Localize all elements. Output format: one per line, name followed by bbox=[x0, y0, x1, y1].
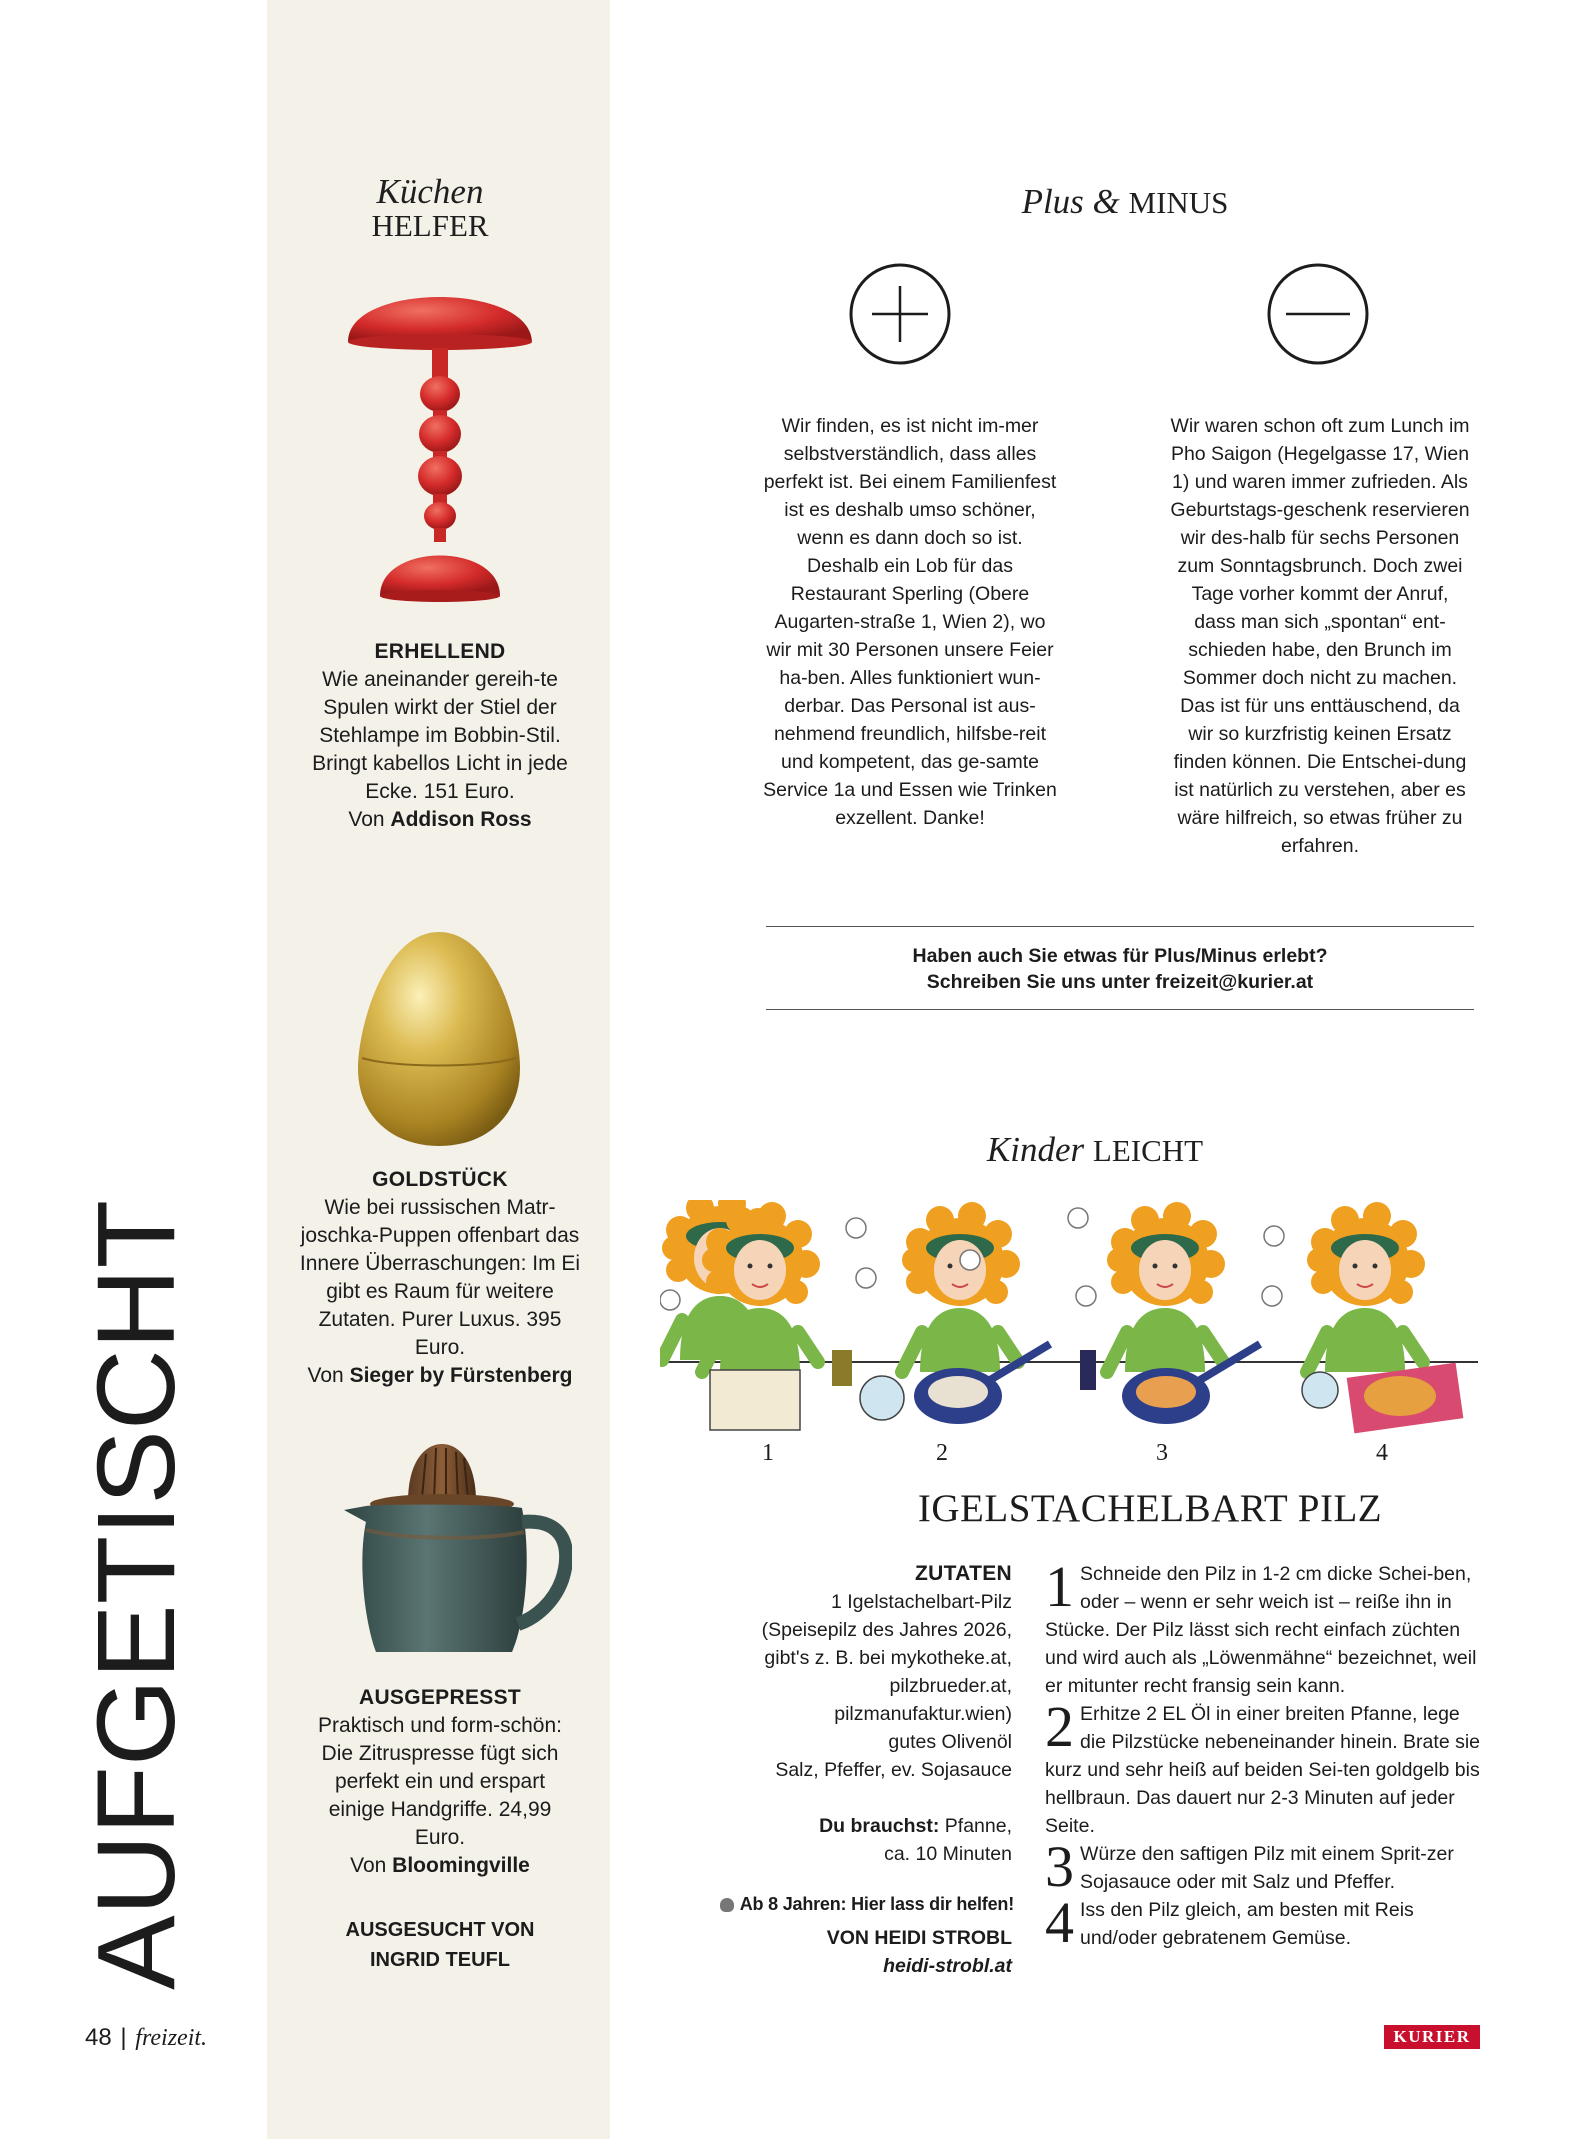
product-description: Wie bei russischen Matr-joschka-Puppen offenbart das Innere Überraschungen: Im Ei gibt es Raum für weitere Zutaten. Purer Luxus. 395 Euro. bbox=[299, 1196, 581, 1359]
ingredient-line: gibt's z. B. bei mykotheke.at, bbox=[764, 1647, 1012, 1669]
duration-line: ca. 10 Minuten bbox=[884, 1843, 1012, 1865]
product-ausgepresst bbox=[285, 1684, 595, 1880]
product-label: ERHELLEND bbox=[374, 640, 506, 663]
brand-name: Addison Ross bbox=[390, 808, 532, 831]
author-site: heidi-strobl.at bbox=[883, 1955, 1012, 1977]
heading-caps: LEICHT bbox=[1092, 1133, 1204, 1168]
recipe-title: IGELSTACHELBART PILZ bbox=[917, 1487, 1383, 1530]
step-3 bbox=[1045, 1834, 1480, 1899]
steps-column bbox=[1045, 1554, 1481, 1955]
minus-circle-icon bbox=[1266, 262, 1370, 366]
heading-script: Plus & bbox=[1021, 182, 1120, 221]
step-1 bbox=[1045, 1554, 1480, 1700]
panel-number-2: 2 bbox=[936, 1440, 948, 1466]
kuechen-helfer-heading bbox=[330, 174, 530, 242]
footer-separator: | bbox=[120, 2024, 127, 2051]
brand-name: Sieger by Fürstenberg bbox=[349, 1364, 573, 1387]
step-number: 2 bbox=[1045, 1694, 1074, 1759]
credit bbox=[285, 1915, 595, 1975]
age-note-text: Ab 8 Jahren: Hier lass dir helfen! bbox=[739, 1894, 1014, 1914]
divider-bottom bbox=[766, 1009, 1474, 1010]
cta-line-1: Haben auch Sie etwas für Plus/Minus erlebt? bbox=[912, 945, 1328, 967]
citrus-press-jug-icon bbox=[326, 1440, 572, 1662]
vertical-section-title bbox=[70, 1180, 190, 2000]
panel-number-4: 4 bbox=[1376, 1440, 1388, 1466]
source-prefix: Von bbox=[307, 1364, 350, 1387]
ingredient-line: 1 Igelstachelbart-Pilz bbox=[830, 1591, 1012, 1613]
brand-name: Bloomingville bbox=[392, 1854, 530, 1877]
publication-name: freizeit. bbox=[135, 2025, 208, 2051]
hand-icon bbox=[720, 1898, 734, 1912]
product-goldstueck bbox=[285, 1166, 595, 1390]
golden-egg-icon bbox=[354, 928, 524, 1150]
product-label: GOLDSTÜCK bbox=[372, 1168, 508, 1191]
heading-caps: HELFER bbox=[371, 208, 489, 243]
recipe-illustration bbox=[660, 1200, 1480, 1500]
page-number: 48 bbox=[85, 2024, 112, 2051]
heading-caps: MINUS bbox=[1128, 185, 1229, 220]
product-source bbox=[285, 806, 595, 834]
credit-line-1: AUSGESUCHT VON bbox=[345, 1919, 535, 1941]
ingredients-heading: ZUTATEN bbox=[915, 1562, 1012, 1585]
source-prefix: Von bbox=[350, 1854, 393, 1877]
plus-circle-icon bbox=[848, 262, 952, 366]
plus-minus-heading bbox=[900, 182, 1350, 222]
equipment-label: Du brauchst: bbox=[819, 1815, 940, 1837]
product-source bbox=[285, 1362, 595, 1390]
product-erhellend bbox=[285, 638, 595, 834]
minus-text: Wir waren schon oft zum Lunch im Pho Saigon (Hegelgasse 17, Wien 1) und waren immer zufrieden. Als Geburtstags-geschenk reservieren wir des-halb für sechs Personen zum Sonntagsbrunch. Doch zwei Tage vorher kommt der Anruf, dass man sich „spontan“ ent-schieden habe, den Brunch im Sommer doch nicht zu machen. Das ist für uns enttäuschend, da wir so kurzfristig keinen Ersatz finden können. Die Entschei-dung ist natürlich zu verstehen, aber es wäre hilfreich, so etwas früher zu erfahren. bbox=[1170, 415, 1470, 857]
cta-line-2: Schreiben Sie uns unter freizeit@kurier.at bbox=[926, 971, 1314, 993]
heading-script: Küchen bbox=[376, 172, 484, 211]
page-footer bbox=[85, 2024, 207, 2052]
product-source bbox=[285, 1852, 595, 1880]
credit-line-2: INGRID TEUFL bbox=[370, 1949, 510, 1971]
step-number: 3 bbox=[1045, 1834, 1074, 1899]
product-description: Wie aneinander gereih-te Spulen wirkt der Stiel der Stehlampe im Bobbin-Stil. Bringt kabellos Licht in jede Ecke. 151 Euro. bbox=[312, 668, 568, 803]
product-label: AUSGEPRESST bbox=[359, 1686, 521, 1709]
panel-number-1: 1 bbox=[762, 1440, 774, 1466]
vertical-title-text: AUFGETISCHT bbox=[75, 1213, 190, 1990]
ingredient-line: (Speisepilz des Jahres 2026, bbox=[761, 1619, 1012, 1641]
ingredient-line: Salz, Pfeffer, ev. Sojasauce bbox=[775, 1759, 1012, 1781]
equipment-value: Pfanne, bbox=[939, 1815, 1012, 1837]
plus-text: Wir finden, es ist nicht im-mer selbstverständlich, dass alles perfekt ist. Bei einem Familienfest ist es deshalb umso schöner, wenn es dann doch so ist. Deshalb ein Lob für das Restaurant Sperling (Obere Augarten-straße 1, Wien 2), wo wir mit 30 Personen unsere Feier ha-ben. Alles funktioniert wun-derbar. Das Personal ist aus-nehmend freundlich, hilfsbe-reit und kompetent, das ge-samte Service 1a und Essen wie Trinken exzellent. Danke! bbox=[763, 415, 1057, 829]
equipment-line bbox=[700, 1812, 1012, 1840]
kinder-leicht-heading bbox=[880, 1130, 1310, 1170]
step-text: Erhitze 2 EL Öl in einer breiten Pfanne, lege die Pilzstücke nebeneinander hinein. Brate sie kurz und sehr heiß auf beiden Sei-ten goldgelb bis hellbraun. Das dauert nur 2-3 Minuten auf jeder Seite. bbox=[1045, 1703, 1481, 1837]
step-4 bbox=[1045, 1890, 1480, 1955]
panel-number-3: 3 bbox=[1156, 1440, 1168, 1466]
ingredients-column bbox=[700, 1560, 1012, 1980]
step-text: Iss den Pilz gleich, am besten mit Reis und/oder gebratenem Gemüse. bbox=[1080, 1899, 1414, 1949]
ingredient-line: pilzbrueder.at, bbox=[889, 1675, 1012, 1697]
step-number: 4 bbox=[1045, 1890, 1074, 1955]
ingredient-line: pilzmanufaktur.wien) bbox=[834, 1703, 1012, 1725]
age-note bbox=[700, 1890, 1014, 1918]
step-text: Würze den saftigen Pilz mit einem Sprit-zer Sojasauce oder mit Salz und Pfeffer. bbox=[1080, 1843, 1454, 1893]
table-lamp-icon bbox=[340, 262, 540, 606]
author: VON HEIDI STROBL bbox=[826, 1927, 1012, 1949]
step-text: Schneide den Pilz in 1-2 cm dicke Schei-ben, oder – wenn er sehr weich ist – reiße ihn in Stücke. Der Pilz lässt sich recht einfach züchten und wird auch als „Löwenmähne“ bezeichnet, weil er mitunter recht fransig sein kann. bbox=[1045, 1563, 1477, 1697]
heading-script: Kinder bbox=[986, 1130, 1085, 1169]
kurier-logo: KURIER bbox=[1384, 2025, 1480, 2049]
step-2 bbox=[1045, 1694, 1481, 1840]
source-prefix: Von bbox=[348, 808, 391, 831]
plus-minus-cta bbox=[766, 943, 1474, 995]
ingredient-line: gutes Olivenöl bbox=[888, 1731, 1012, 1753]
product-description: Praktisch und form-schön: Die Zitruspresse fügt sich perfekt ein und erspart einige Handgriffe. 24,99 Euro. bbox=[318, 1714, 562, 1849]
step-number: 1 bbox=[1045, 1554, 1074, 1619]
divider-top bbox=[766, 926, 1474, 927]
